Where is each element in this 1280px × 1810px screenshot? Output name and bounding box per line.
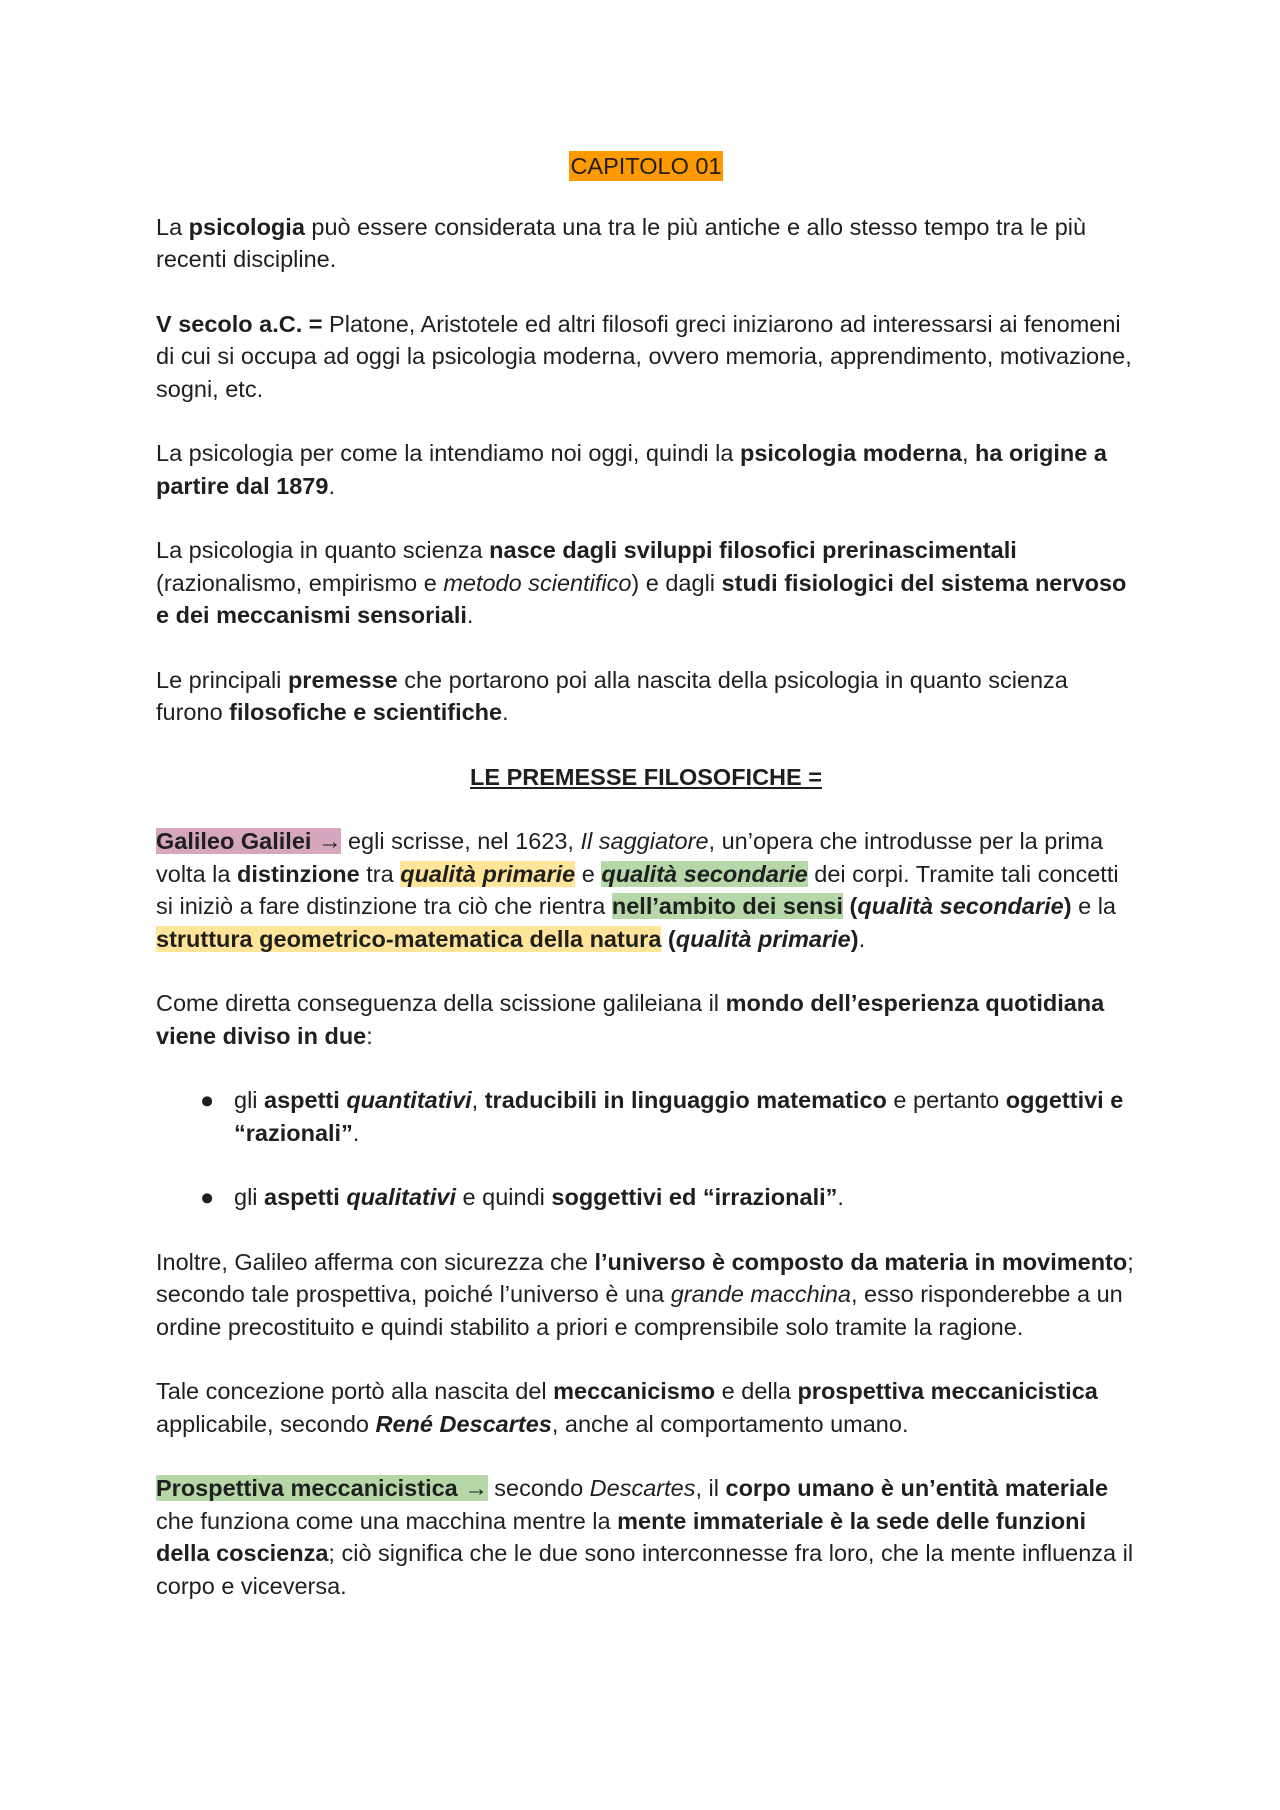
modern-psychology-paragraph: La psicologia per come la intendiamo noi oggi, quindi la psicologia moderna, ha origine a partire dal 1879. xyxy=(156,440,1107,499)
document-page xyxy=(156,150,1136,1634)
mechanism-paragraph: Tale concezione portò alla nascita del meccanicismo e della prospettiva meccanicistica applicabile, secondo René Descartes, anche al comportamento umano. xyxy=(156,1378,1098,1437)
primary-qualities-highlight: qualità primarie xyxy=(400,860,576,887)
perspective-paragraph: Prospettiva meccanicistica → secondo Descartes, il corpo umano è un’entità materiale che funziona come una macchina mentre la mente immateriale è la sede delle funzioni della coscienza; ciò significa che le due sono interconnesse fra loro, che la mente influenza il corpo e viceversa. xyxy=(156,1475,1134,1599)
section-heading: LE PREMESSE FILOSOFICHE = xyxy=(470,763,822,790)
list-item: ● gli aspetti qualitativi e quindi soggettivi ed “irrazionali”. xyxy=(156,1181,1136,1214)
mechanistic-perspective-highlight: Prospettiva meccanicistica → xyxy=(156,1475,488,1501)
consequence-paragraph: Come diretta conseguenza della scissione galileiana il mondo dell’esperienza quotidiana viene diviso in due: xyxy=(156,990,1105,1049)
bullet-icon: ● xyxy=(200,1087,215,1113)
secondary-qualities-highlight: qualità secondarie xyxy=(601,860,808,887)
history-paragraph: V secolo a.C. = Platone, Aristotele ed altri filosofi greci iniziarono ad interessarsi ai fenomeni di cui si occupa ad oggi la psicologia moderna, ovvero memoria, apprendimento, motivazione, sogni, etc. xyxy=(156,310,1132,402)
list-item: ● gli aspetti quantitativi, traducibili in linguaggio matematico e pertanto oggettivi e “razionali”. xyxy=(156,1084,1136,1149)
chapter-title: CAPITOLO 01 xyxy=(570,153,722,179)
galileo-highlight: Galileo Galilei → xyxy=(156,828,342,854)
senses-highlight: nell’ambito dei sensi xyxy=(611,893,844,919)
premises-paragraph: Le principali premesse che portarono poi alla nascita della psicologia in quanto scienza furono filosofiche e scientifiche. xyxy=(156,666,1068,725)
section-heading-row xyxy=(156,761,1136,794)
chapter-title-row xyxy=(156,150,1136,183)
intro-paragraph: La psicologia può essere considerata una tra le più antiche e allo stesso tempo tra le più recenti discipline. xyxy=(156,213,1087,272)
geometric-structure-highlight: struttura geometrico-matematica della natura xyxy=(156,925,662,952)
science-paragraph: La psicologia in quanto scienza nasce dagli sviluppi filosofici prerinascimentali (razionalismo, empirismo e metodo scientifico) e dagli studi fisiologici del sistema nervoso e dei meccanismi sensoriali. xyxy=(156,537,1127,628)
galileo-paragraph: Galileo Galilei → egli scrisse, nel 1623, Il saggiatore, un’opera che introdusse per la prima volta la distinzione tra qualità primarie e qualità secondarie dei corpi. Tramite tali concetti si iniziò a fare distinzione tra ciò che rientra nell’ambito dei sensi (qualità secondarie) e la struttura geometrico-matematica della natura (qualità primarie). xyxy=(156,828,1119,952)
universe-paragraph: Inoltre, Galileo afferma con sicurezza che l’universo è composto da materia in movimento; secondo tale prospettiva, poiché l’universo è una grande macchina, esso risponderebbe a un ordine precostituito e quindi stabilito a priori e comprensibile solo tramite la ragione. xyxy=(156,1248,1134,1340)
aspects-list xyxy=(156,1084,1136,1214)
bullet-icon: ● xyxy=(200,1184,215,1210)
